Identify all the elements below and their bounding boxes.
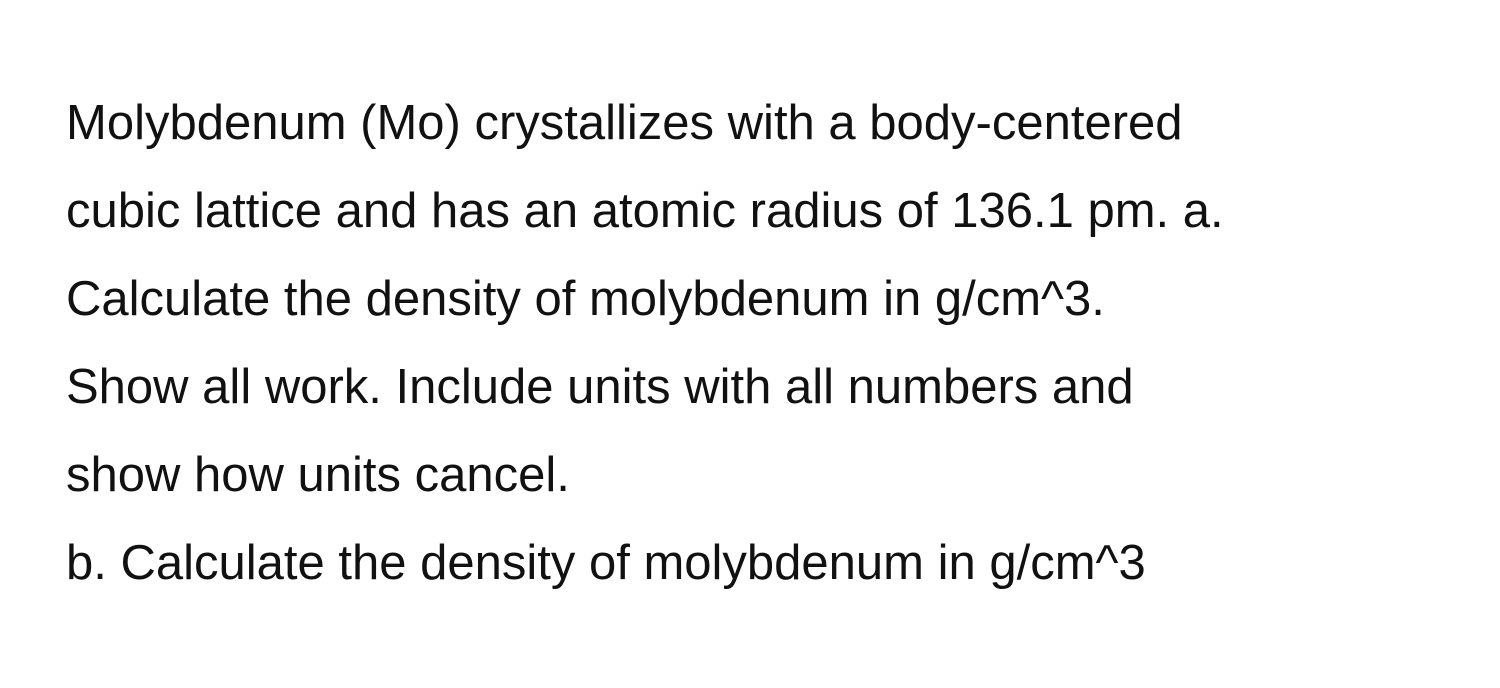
question-line: Show all work. Include units with all numbers and (66, 360, 1134, 414)
question-line: Molybdenum (Mo) crystallizes with a body-centered (66, 96, 1183, 150)
question-line: Calculate the density of molybdenum in g/cm^3. (66, 272, 1105, 326)
question-line: show how units cancel. (66, 448, 570, 502)
question-line: cubic lattice and has an atomic radius of 136.1 pm. a. (66, 184, 1224, 238)
question-text (66, 79, 1486, 607)
question-line: b. Calculate the density of molybdenum in g/cm^3 (66, 536, 1146, 590)
